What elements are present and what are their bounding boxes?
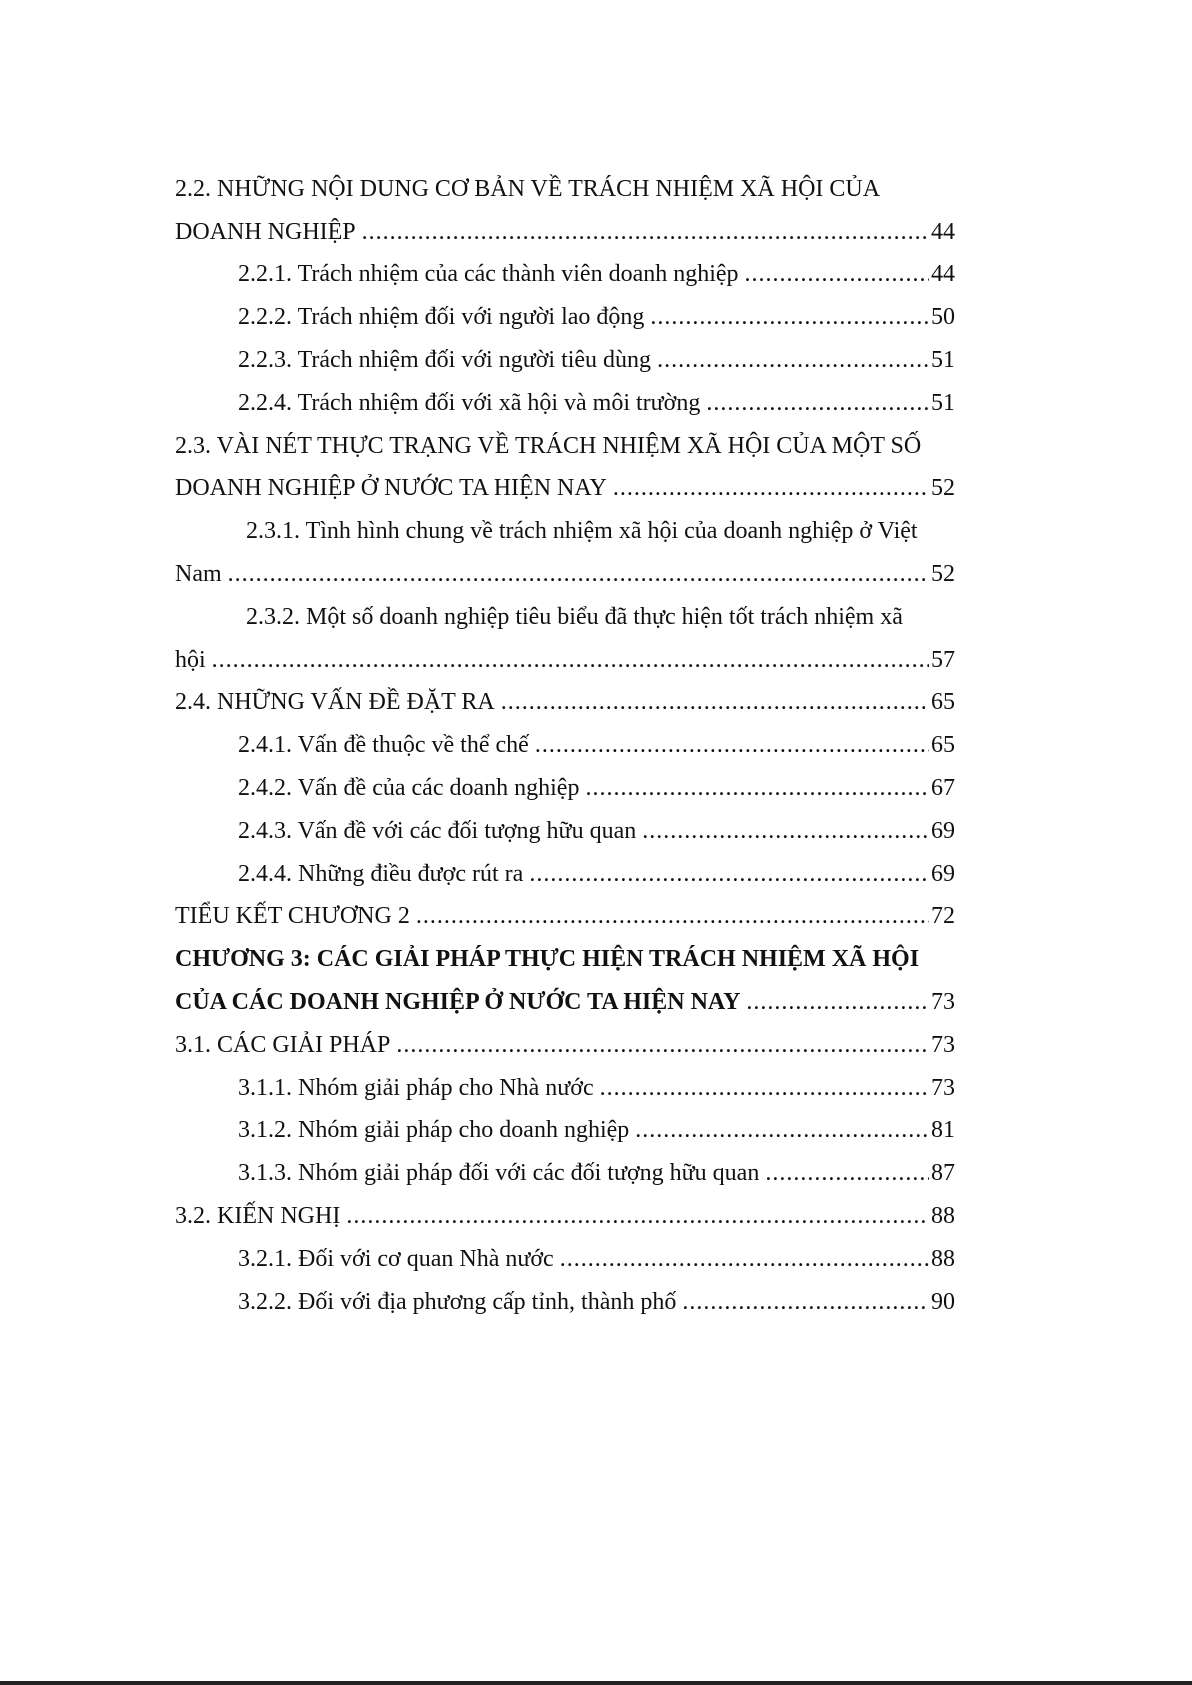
dot-leader (585, 775, 929, 802)
toc-entry-3-1-3-title: 3.1.3. Nhóm giải pháp đối với các đối tượng hữu quan (238, 1160, 760, 1187)
toc-entry-2-2-2-title: 2.2.2. Trách nhiệm đối với người lao động (238, 304, 645, 331)
toc-entry-2-4-3 (175, 810, 955, 853)
toc-entry-2-2-1-title: 2.2.1. Trách nhiệm của các thành viên doanh nghiệp (238, 261, 739, 288)
dot-leader (706, 390, 929, 417)
toc-entry-2-4-4-page: 69 (931, 860, 955, 887)
toc-entry-2-4-2-page: 67 (931, 775, 955, 802)
toc-entry-2-3-1-title-line2: Nam (175, 561, 222, 588)
dot-leader (650, 304, 929, 331)
toc-entry-3-1-1-page: 73 (931, 1074, 955, 1101)
toc-entry-2-3-2-title-line2: hội (175, 646, 206, 673)
toc-entry-chapter-3-title-line1: CHƯƠNG 3: CÁC GIẢI PHÁP THỰC HIỆN TRÁCH NHIỆM XÃ HỘI (175, 946, 920, 973)
dot-leader (535, 732, 929, 759)
toc-entry-3-1-3-page: 87 (931, 1160, 955, 1187)
toc-entry-2-2-2-page: 50 (931, 304, 955, 331)
toc-entry-2-2-4-title: 2.2.4. Trách nhiệm đối với xã hội và môi trường (238, 389, 701, 416)
dot-leader (416, 903, 929, 930)
toc-entry-2-4-1-page: 65 (931, 732, 955, 759)
toc-entry-3-1-2 (175, 1110, 955, 1153)
toc-entry-2-3-1-line1 (175, 510, 955, 553)
toc-entry-2-2-1 (175, 254, 955, 297)
dot-leader (362, 219, 929, 246)
toc-entry-chapter-3-title-line2: CỦA CÁC DOANH NGHIỆP Ở NƯỚC TA HIỆN NAY (175, 989, 741, 1016)
toc-entry-3-1-1 (175, 1067, 955, 1110)
toc-entry-3-2-2-title: 3.2.2. Đối với địa phương cấp tỉnh, thành phố (238, 1288, 677, 1315)
dot-leader (613, 475, 929, 502)
toc-entry-2-2-title-line2: DOANH NGHIỆP (175, 218, 356, 245)
toc-entry-2-3-2-page: 57 (931, 646, 955, 673)
toc-entry-2-2-4-page: 51 (931, 389, 955, 416)
toc-entry-2-4-1-title: 2.4.1. Vấn đề thuộc về thể chế (238, 732, 529, 759)
toc-entry-2-2-3-title: 2.2.3. Trách nhiệm đối với người tiêu dùng (238, 347, 652, 374)
toc-entry-2-3-title-line1: 2.3. VÀI NÉT THỰC TRẠNG VỀ TRÁCH NHIỆM XÃ HỘI CỦA MỘT SỐ (175, 432, 922, 459)
toc-entry-summary-2-title: TIỂU KẾT CHƯƠNG 2 (175, 903, 410, 930)
toc-entry-2-2-line2 (175, 211, 955, 254)
toc-entry-3-1-title: 3.1. CÁC GIẢI PHÁP (175, 1031, 391, 1058)
dot-leader (212, 647, 929, 674)
dot-leader (765, 1160, 929, 1187)
toc-entry-2-4 (175, 682, 955, 725)
table-of-contents (175, 168, 955, 1324)
toc-entry-2-2-4 (175, 382, 955, 425)
toc-entry-chapter-3-page: 73 (931, 989, 955, 1016)
dot-leader (529, 861, 929, 888)
dot-leader (560, 1246, 929, 1273)
dot-leader (600, 1075, 929, 1102)
toc-entry-3-1 (175, 1024, 955, 1067)
toc-entry-2-2-title-line1: 2.2. NHỮNG NỘI DUNG CƠ BẢN VỀ TRÁCH NHIỆM XÃ HỘI CỦA (175, 175, 881, 202)
dot-leader (746, 989, 929, 1016)
toc-entry-3-2-2 (175, 1281, 955, 1324)
toc-entry-2-3-1-page: 52 (931, 561, 955, 588)
toc-entry-3-2-1-title: 3.2.1. Đối với cơ quan Nhà nước (238, 1245, 554, 1272)
toc-entry-3-2-1-page: 88 (931, 1245, 955, 1272)
toc-entry-2-4-page: 65 (931, 689, 955, 716)
toc-entry-2-2-line1 (175, 168, 955, 211)
dot-leader (642, 818, 929, 845)
toc-entry-3-2-page: 88 (931, 1203, 955, 1230)
toc-entry-2-4-4-title: 2.4.4. Những điều được rút ra (238, 860, 524, 887)
toc-entry-chapter-3-line1 (175, 938, 955, 981)
toc-entry-2-3-title-line2: DOANH NGHIỆP Ở NƯỚC TA HIỆN NAY (175, 475, 607, 502)
toc-entry-2-4-title: 2.4. NHỮNG VẤN ĐỀ ĐẶT RA (175, 689, 495, 716)
toc-entry-3-1-2-page: 81 (931, 1117, 955, 1144)
toc-entry-2-2-3 (175, 339, 955, 382)
toc-entry-3-1-1-title: 3.1.1. Nhóm giải pháp cho Nhà nước (238, 1074, 594, 1101)
toc-entry-summary-2-page: 72 (931, 903, 955, 930)
dot-leader (657, 347, 929, 374)
toc-entry-3-1-3 (175, 1152, 955, 1195)
toc-entry-2-3-2-line2 (175, 639, 955, 682)
toc-entry-3-2-title: 3.2. KIẾN NGHỊ (175, 1203, 341, 1230)
dot-leader (346, 1203, 929, 1230)
toc-entry-2-3-line1 (175, 425, 955, 468)
toc-entry-2-2-page: 44 (931, 218, 955, 245)
toc-entry-2-3-1-line2 (175, 553, 955, 596)
toc-entry-2-2-3-page: 51 (931, 347, 955, 374)
toc-entry-2-4-2-title: 2.4.2. Vấn đề của các doanh nghiệp (238, 775, 580, 802)
page-bottom-edge (0, 1681, 1192, 1685)
toc-entry-3-2 (175, 1195, 955, 1238)
toc-entry-summary-2 (175, 896, 955, 939)
toc-entry-2-4-2 (175, 767, 955, 810)
toc-entry-2-4-4 (175, 853, 955, 896)
toc-entry-2-3-2-title-line1: 2.3.2. Một số doanh nghiệp tiêu biểu đã thực hiện tốt trách nhiệm xã (246, 603, 903, 630)
dot-leader (745, 261, 929, 288)
toc-entry-3-1-2-title: 3.1.2. Nhóm giải pháp cho doanh nghiệp (238, 1117, 630, 1144)
toc-entry-chapter-3-line2 (175, 981, 955, 1024)
toc-entry-2-4-1 (175, 724, 955, 767)
toc-entry-2-3-page: 52 (931, 475, 955, 502)
toc-entry-3-2-2-page: 90 (931, 1288, 955, 1315)
toc-entry-2-2-2 (175, 296, 955, 339)
toc-entry-2-3-1-title-line1: 2.3.1. Tình hình chung về trách nhiệm xã hội của doanh nghiệp ở Việt (246, 518, 918, 545)
toc-entry-2-4-3-page: 69 (931, 817, 955, 844)
toc-entry-3-2-1 (175, 1238, 955, 1281)
toc-entry-2-3-line2 (175, 468, 955, 511)
dot-leader (635, 1117, 929, 1144)
dot-leader (682, 1289, 929, 1316)
toc-entry-2-3-2-line1 (175, 596, 955, 639)
toc-entry-2-4-3-title: 2.4.3. Vấn đề với các đối tượng hữu quan (238, 817, 637, 844)
dot-leader (501, 689, 929, 716)
dot-leader (396, 1032, 929, 1059)
toc-entry-3-1-page: 73 (931, 1031, 955, 1058)
toc-entry-2-2-1-page: 44 (931, 261, 955, 288)
dot-leader (228, 561, 929, 588)
